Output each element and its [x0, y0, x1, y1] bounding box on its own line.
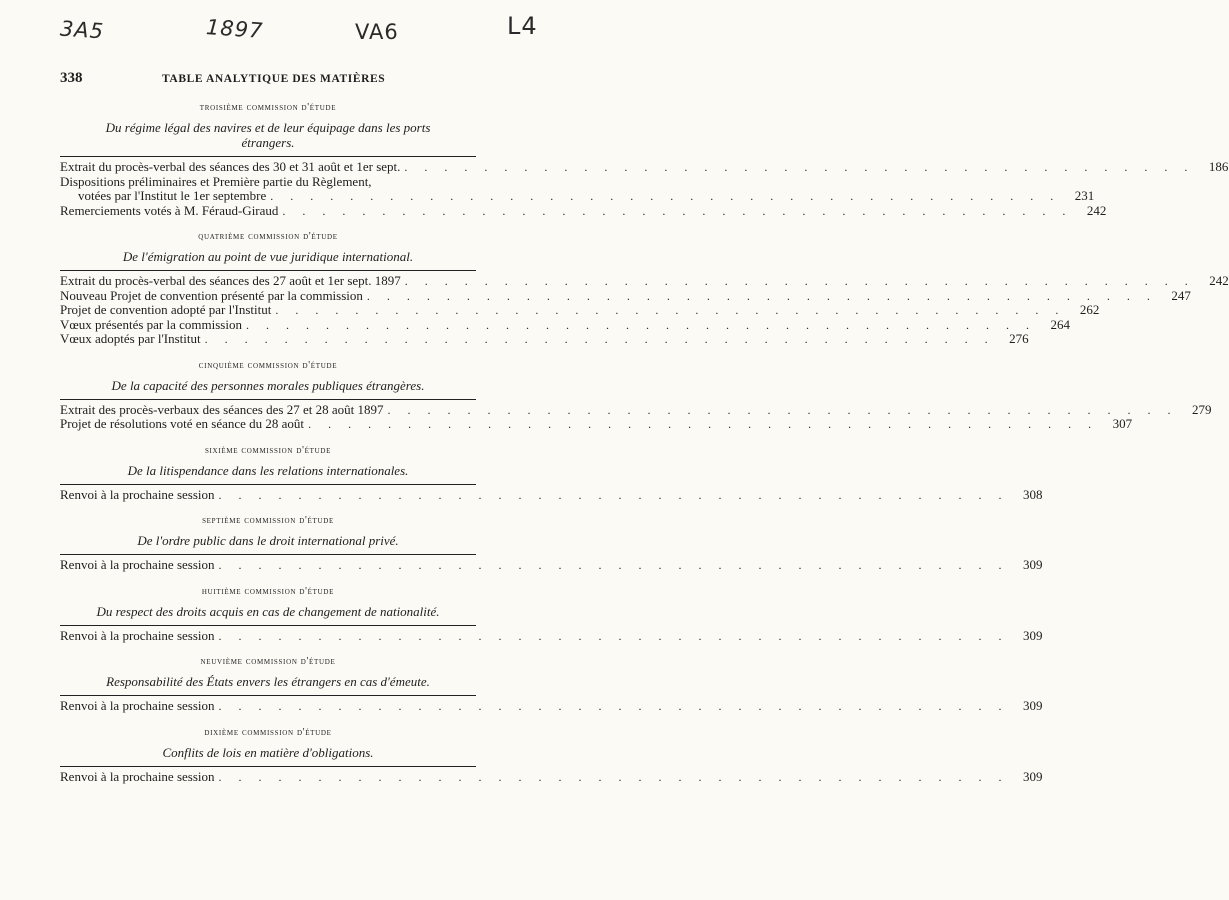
toc-entry — [60, 188, 1095, 204]
toc-entry — [60, 698, 1043, 714]
table-of-contents — [60, 102, 1229, 784]
section-subject: Du respect des droits acquis en cas de changement de nationalité. — [96, 603, 440, 619]
dot-leader — [304, 417, 1098, 432]
section-heading: cinquième commission d'étude — [198, 359, 338, 371]
page-reference: 309 — [1023, 557, 1043, 572]
commission-section — [60, 656, 1043, 714]
dot-leader — [201, 332, 995, 347]
entry-title: Projet de convention adopté par l'Institut — [60, 302, 272, 317]
entry-title: Renvoi à la prochaine session — [60, 698, 215, 713]
entry-title: Renvoi à la prochaine session — [60, 768, 215, 784]
running-title: TABLE ANALYTIQUE DES MATIÈRES — [162, 73, 386, 85]
toc-entry — [60, 557, 1043, 573]
page-reference: 309 — [1023, 768, 1043, 784]
section-heading: septième commission d'étude — [202, 515, 334, 526]
dot-leader — [363, 289, 1157, 304]
entry-title: Extrait du procès-verbal des séances des 30 et 31 août et 1er sept. — [60, 159, 401, 174]
dot-leader — [383, 403, 1177, 418]
handwritten-mark: VA6 — [355, 20, 399, 44]
page-reference: 231 — [1074, 188, 1095, 203]
commission-section — [60, 359, 1212, 432]
commission-section — [60, 102, 1229, 218]
dot-leader — [401, 274, 1195, 289]
dot-leader — [215, 488, 1009, 503]
dot-leader — [400, 160, 1194, 175]
section-heading: huitième commission d'étude — [201, 585, 335, 597]
commission-section — [60, 444, 1043, 503]
toc-entry — [60, 175, 476, 190]
entry-list — [60, 625, 1043, 644]
toc-entry — [60, 416, 1133, 432]
commission-section — [60, 726, 1043, 785]
page-number: 338 — [60, 70, 83, 86]
page-reference: 308 — [1023, 486, 1043, 502]
entry-title: Renvoi à la prochaine session — [60, 486, 215, 502]
page-reference: 242 — [1209, 273, 1229, 288]
section-subject: Responsabilité des États envers les étrangers en cas d'émeute. — [106, 674, 430, 689]
entry-title: Renvoi à la prochaine session — [60, 627, 215, 643]
entry-list — [60, 695, 1043, 714]
page-reference: 264 — [1050, 316, 1070, 332]
entry-list — [60, 270, 1229, 347]
section-subject: De l'émigration au point de vue juridique international. — [122, 249, 414, 264]
entry-list — [60, 484, 1043, 503]
entry-title: Dispositions préliminaires et Première partie du Règlement, — [60, 173, 372, 189]
page-reference: 279 — [1191, 401, 1212, 417]
section-subject: Conflits de lois en matière d'obligations. — [162, 744, 374, 760]
toc-entry — [60, 486, 1043, 503]
toc-entry — [60, 331, 1029, 347]
dot-leader — [278, 204, 1072, 219]
page-reference: 276 — [1009, 331, 1029, 346]
section-heading: dixième commission d'étude — [204, 726, 332, 738]
handwritten-mark: 3A5 — [59, 16, 105, 44]
page-header — [60, 70, 476, 90]
dot-leader — [215, 699, 1009, 714]
entry-title: Extrait des procès-verbaux des séances des 27 et 28 août 1897 — [60, 401, 384, 417]
section-subject: De la capacité des personnes morales publiques étrangères. — [111, 377, 425, 393]
page-reference: 307 — [1112, 416, 1133, 431]
toc-entry — [60, 316, 1070, 333]
entry-title: Renvoi à la prochaine session — [60, 557, 215, 572]
entry-title: Extrait du procès-verbal des séances des 27 août et 1er sept. 1897 — [60, 273, 401, 288]
entry-list — [60, 156, 1229, 218]
page-reference: 262 — [1079, 302, 1100, 317]
entry-title: Nouveau Projet de convention présenté par la commission — [60, 287, 363, 303]
toc-entry — [60, 302, 1100, 318]
page-reference: 309 — [1023, 698, 1043, 713]
entry-title: Vœux adoptés par l'Institut — [60, 331, 201, 346]
section-subject: Du régime légal des navires et de leur équipage dans les ports étrangers. — [105, 120, 431, 150]
handwritten-year: 1897 — [205, 15, 265, 43]
dot-leader — [215, 558, 1009, 573]
entry-title: Vœux présentés par la commission — [60, 316, 242, 332]
commission-section — [60, 585, 1043, 644]
toc-entry — [60, 273, 1229, 289]
page-reference: 186 — [1208, 159, 1229, 174]
dot-leader — [266, 189, 1060, 204]
dot-leader — [271, 303, 1065, 318]
commission-section — [60, 515, 1043, 573]
section-heading: sixième commission d'étude — [204, 444, 332, 456]
section-heading: troisième commission d'étude — [199, 102, 337, 113]
page-reference: 309 — [1023, 627, 1043, 643]
section-subject: De la litispendance dans les relations internationales. — [127, 462, 409, 478]
page-reference: 247 — [1171, 287, 1191, 303]
page-reference: 242 — [1086, 202, 1107, 218]
commission-section — [60, 231, 1229, 347]
dot-leader — [215, 629, 1009, 644]
entry-list — [60, 399, 1212, 432]
section-subject: De l'ordre public dans le droit international privé. — [137, 533, 399, 548]
toc-entry — [60, 287, 1191, 304]
dot-leader — [215, 770, 1009, 785]
entry-list — [60, 554, 1043, 573]
toc-entry — [60, 159, 1229, 175]
section-heading: quatrième commission d'étude — [198, 231, 338, 242]
toc-entry — [60, 627, 1043, 644]
entry-title: Projet de résolutions voté en séance du 28 août — [60, 416, 305, 431]
toc-entry — [60, 768, 1043, 785]
toc-entry — [60, 202, 1107, 219]
section-heading: neuvième commission d'étude — [200, 656, 336, 667]
dot-leader — [242, 318, 1036, 333]
toc-entry — [60, 401, 1212, 418]
entry-title: Remerciements votés à M. Féraud-Giraud — [60, 202, 279, 218]
entry-title: votées par l'Institut le 1er septembre — [78, 188, 267, 203]
entry-list — [60, 766, 1043, 785]
handwritten-mark: L4 — [507, 12, 538, 40]
